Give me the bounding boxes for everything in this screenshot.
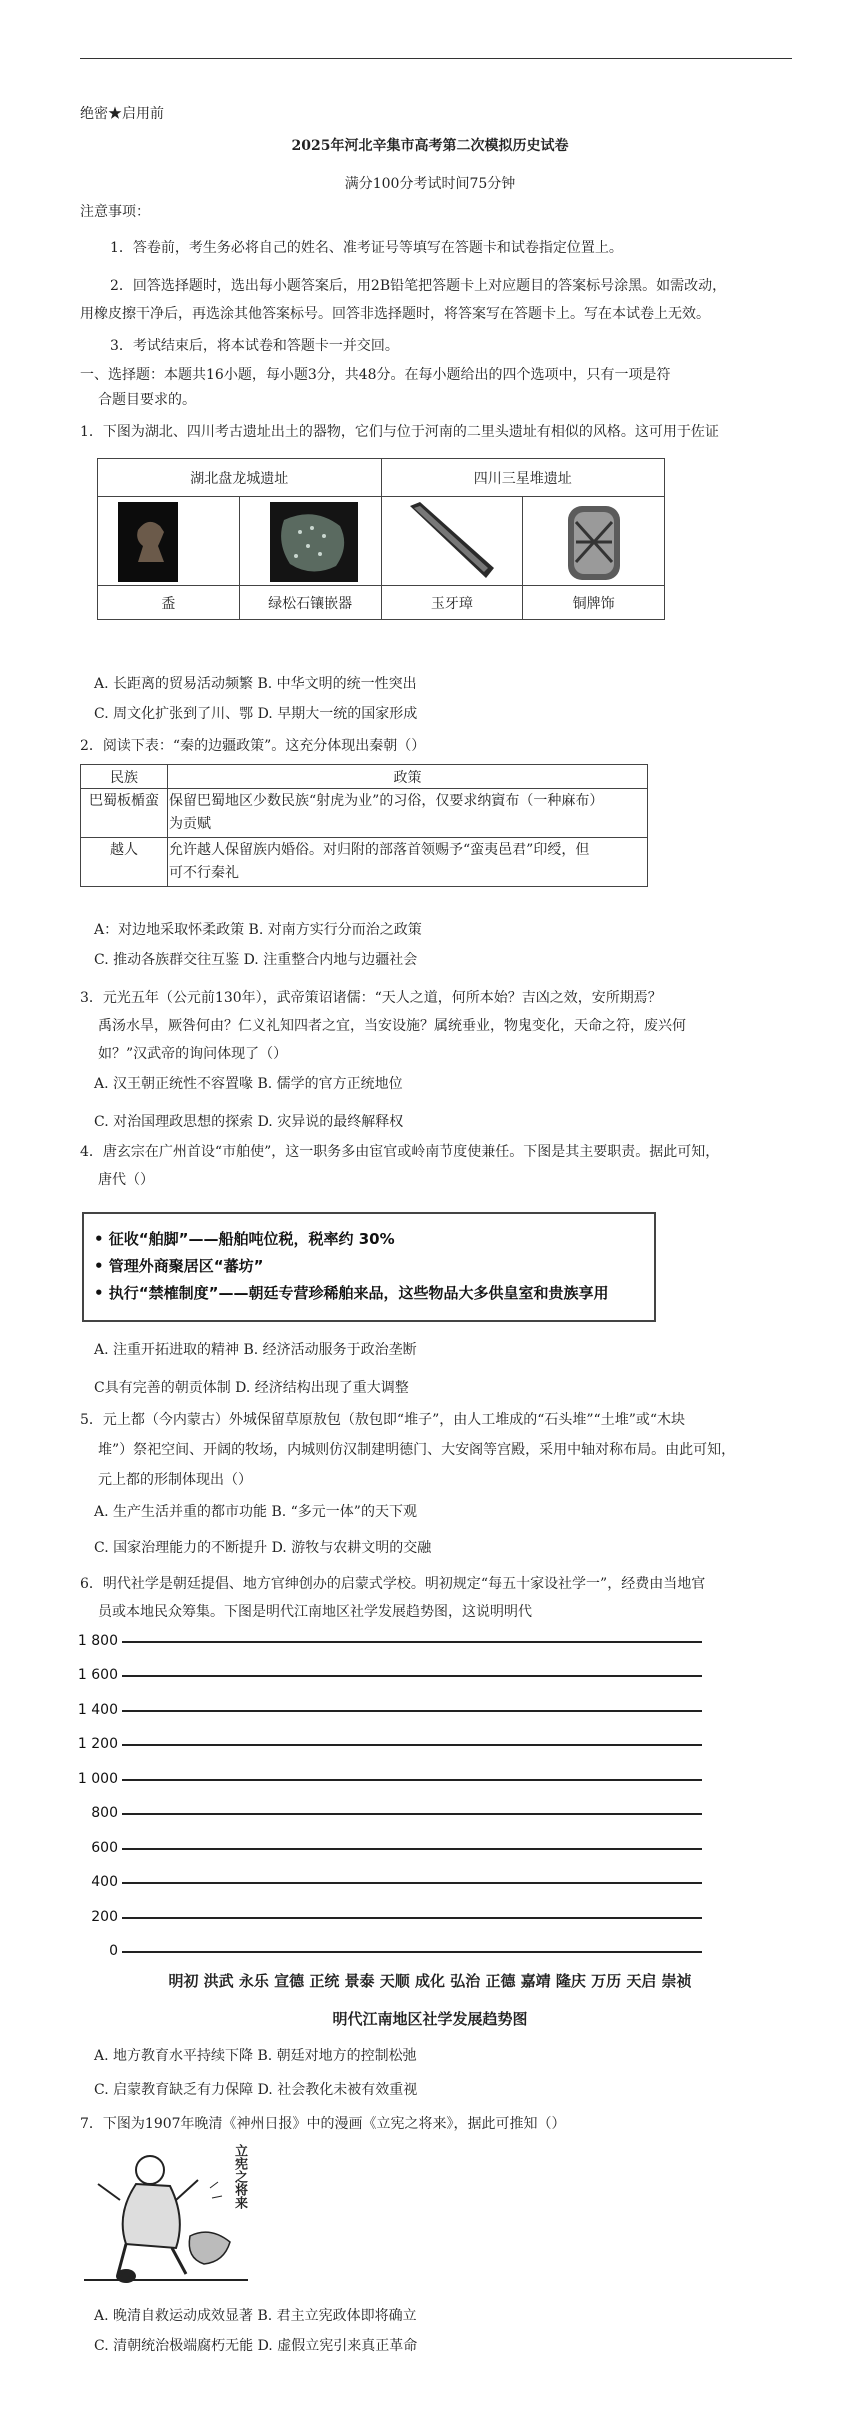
q6-options-ab: A. 地方教育水平持续下降 B. 朝廷对地方的控制松弛 (94, 2048, 417, 2064)
y-tick-label: 1 200 (77, 1736, 118, 1753)
q7-options-ab: A. 晚清自救运动成效显著 B. 君主立宪政体即将确立 (94, 2308, 417, 2324)
q2-row1-name: 巴蜀板楯蛮 (81, 789, 168, 838)
q2-stem: 2．阅读下表：“秦的边疆政策”。这充分体现出秦朝（） (80, 738, 426, 754)
artifact-label-bronze: 铜牌饰 (523, 586, 665, 620)
artifact-label-jade: 玉牙璋 (381, 586, 523, 620)
site-hubei: 湖北盘龙城遗址 (98, 459, 382, 497)
q4-options-ab: A. 注重开拓进取的精神 B. 经济活动服务于政治垄断 (94, 1342, 417, 1358)
q2-col-policy: 政策 (168, 765, 648, 789)
q3-options-cd: C. 对治国理政思想的探索 D. 灾异说的最终解释权 (94, 1114, 404, 1130)
notice-1: 1．答卷前，考生务必将自己的姓名、准考证号等填写在答题卡和试卷指定位置上。 (110, 240, 623, 256)
q6-line2: 员或本地民众筹集。下图是明代江南地区社学发展趋势图，这说明明代 (98, 1604, 532, 1620)
q2-row2-line1: 允许越人保留族内婚俗。对归附的部落首领赐予“蛮夷邑君”印绶，但 (169, 842, 590, 858)
cartoon-caption: 立宪之将来 (232, 2144, 247, 2209)
notice-3: 3．考试结束后，将本试卷和答题卡一并交回。 (110, 338, 399, 354)
artifact-image-he (98, 497, 240, 586)
top-rule (80, 58, 792, 59)
q3-line2: 禹汤水旱，厥咎何由？仁义礼知四者之宜，当安设施？属统垂业，物鬼变化，天命之符，废兴何 (98, 1018, 686, 1034)
q1-options-ab: A. 长距离的贸易活动频繁 B. 中华文明的统一性突出 (94, 676, 417, 692)
q3-options-ab: A. 汉王朝正统性不容置喙 B. 儒学的官方正统地位 (94, 1076, 403, 1092)
q6-options-cd: C. 启蒙教育缺乏有力保障 D. 社会教化未被有效重视 (94, 2082, 418, 2098)
y-tick-label: 400 (91, 1874, 118, 1891)
grid-line (122, 1710, 702, 1712)
artifact-image-bronze-plaque (523, 497, 665, 586)
grid-line (122, 1744, 702, 1746)
grid-line (122, 1779, 702, 1781)
secret-label: 绝密★启用前 (80, 106, 164, 122)
bronze-plaque-image (534, 500, 654, 582)
q5-line2: 堆”）祭祀空间、开阔的牧场，内城则仿汉制建明德门、大安阁等宫殿，采用中轴对称布局。由此可知， (98, 1442, 736, 1458)
q5-options-ab: A. 生产生活并重的都市功能 B. “多元一体”的天下观 (94, 1504, 417, 1520)
q2-row2-name: 越人 (81, 838, 168, 887)
y-tick-label: 200 (91, 1908, 118, 1925)
q7-options-cd: C. 清朝统治极端腐朽无能 D. 虚假立宪引来真正革命 (94, 2338, 418, 2354)
y-tick-label: 1 400 (77, 1701, 118, 1718)
q2-row2-line2: 可不行秦礼 (169, 865, 239, 881)
constitution-cartoon (80, 2140, 252, 2290)
q4-line2: 唐代（） (98, 1172, 154, 1188)
y-tick-label: 1 600 (77, 1667, 118, 1684)
notice-2b: 用橡皮擦干净后，再选涂其他答案标号。回答非选择题时，将答案写在答题卡上。写在本试卷上无效。 (80, 306, 710, 322)
q1-stem: 1．下图为湖北、四川考古遗址出土的器物，它们与位于河南的二里头遗址有相似的风格。这可用于佐证 (80, 424, 719, 440)
jade-zhang-image (392, 500, 512, 582)
artifact-label-he: 盉 (98, 586, 240, 620)
q4-duty-2: • 管理外商聚居区“蕃坊” (94, 1257, 264, 1275)
grid-line (122, 1951, 702, 1953)
q4-duty-1: • 征收“舶脚”——船舶吨位税，税率约 30% (94, 1230, 395, 1248)
society-school-trend-chart (0, 1630, 860, 1970)
exam-subtitle: 满分100分考试时间75分钟 (344, 176, 516, 192)
chart-x-labels: 明初 洪武 永乐 宣德 正统 景泰 天顺 成化 弘治 正德 嘉靖 隆庆 万历 天启 崇祯 (168, 1972, 692, 1990)
grid-line (122, 1882, 702, 1884)
q6-line1: 6．明代社学是朝廷提倡、地方官绅创办的启蒙式学校。明初规定“每五十家设社学一”，经费由当地官 (80, 1576, 706, 1592)
q5-line1: 5．元上都（今内蒙古）外城保留草原敖包（敖包即“堆子”，由人工堆成的“石头堆”“土堆”或“木块 (80, 1412, 686, 1428)
grid-line (122, 1813, 702, 1815)
q2-options-cd: C. 推动各族群交往互鉴 D. 注重整合内地与边疆社会 (94, 952, 418, 968)
artifact-image-jade-zhang (381, 497, 523, 586)
q4-duty-3: • 执行“禁榷制度”——朝廷专营珍稀舶来品，这些物品大多供皇室和贵族享用 (94, 1284, 609, 1302)
notice-title: 注意事项： (80, 204, 150, 220)
artifact-label-turquoise: 绿松石镶嵌器 (239, 586, 381, 620)
q4-duties-box (82, 1212, 656, 1322)
grid-line (122, 1641, 702, 1643)
y-tick-label: 800 (91, 1805, 118, 1822)
q2-col-ethnic: 民族 (81, 765, 168, 789)
q2-row1-policy (168, 789, 648, 838)
q5-options-cd: C. 国家治理能力的不断提升 D. 游牧与农耕文明的交融 (94, 1540, 432, 1556)
q3-line3: 如？”汉武帝的询问体现了（） (98, 1046, 288, 1062)
q1-artifact-table (97, 458, 665, 620)
q2-options-ab: A：对边地采取怀柔政策 B. 对南方实行分而治之政策 (94, 922, 422, 938)
he-vessel-image (108, 500, 228, 582)
q5-line3: 元上都的形制体现出（） (98, 1472, 252, 1488)
site-sichuan: 四川三星堆遗址 (381, 459, 665, 497)
section-heading: 一、选择题：本题共16小题，每小题3分，共48分。在每小题给出的四个选项中，只有一项是符 (80, 367, 671, 383)
q4-options-cd: C具有完善的朝贡体制 D. 经济结构出现了重大调整 (94, 1380, 409, 1396)
notice-2: 2．回答选择题时，选出每小题答案后，用2B铅笔把答题卡上对应题目的答案标号涂黑。如需改动， (110, 278, 727, 294)
q7-stem: 7．下图为1907年晚清《神州日报》中的漫画《立宪之将来》，据此可推知（） (80, 2116, 566, 2132)
grid-line (122, 1675, 702, 1677)
grid-line (122, 1848, 702, 1850)
q2-policy-table (80, 764, 648, 887)
y-tick-label: 1 800 (77, 1633, 118, 1649)
y-tick-label: 600 (91, 1839, 118, 1856)
q4-line1: 4．唐玄宗在广州首设“市舶使”，这一职务多由宦官或岭南节度使兼任。下图是其主要职责。据此可知， (80, 1144, 720, 1160)
grid-line (122, 1917, 702, 1919)
turquoise-object-image (250, 500, 370, 582)
q1-options-cd: C. 周文化扩张到了川、鄂 D. 早期大一统的国家形成 (94, 706, 418, 722)
y-tick-label: 1 000 (77, 1770, 118, 1787)
section-heading-2: 合题目要求的。 (98, 392, 196, 408)
artifact-image-turquoise (239, 497, 381, 586)
q3-line1: 3．元光五年（公元前130年），武帝策诏诸儒：“天人之道，何所本始？吉凶之效，安所期焉？ (80, 990, 662, 1006)
q2-row2-policy (168, 838, 648, 887)
exam-title: 2025年河北辛集市高考第二次模拟历史试卷 (291, 138, 569, 154)
q2-row1-line1: 保留巴蜀地区少数民族“射虎为业”的习俗，仅要求纳賨布（一种麻布） (169, 793, 604, 809)
q2-row1-line2: 为贡赋 (169, 816, 211, 832)
chart-title: 明代江南地区社学发展趋势图 (332, 2010, 528, 2028)
y-tick-label: 0 (109, 1943, 118, 1959)
